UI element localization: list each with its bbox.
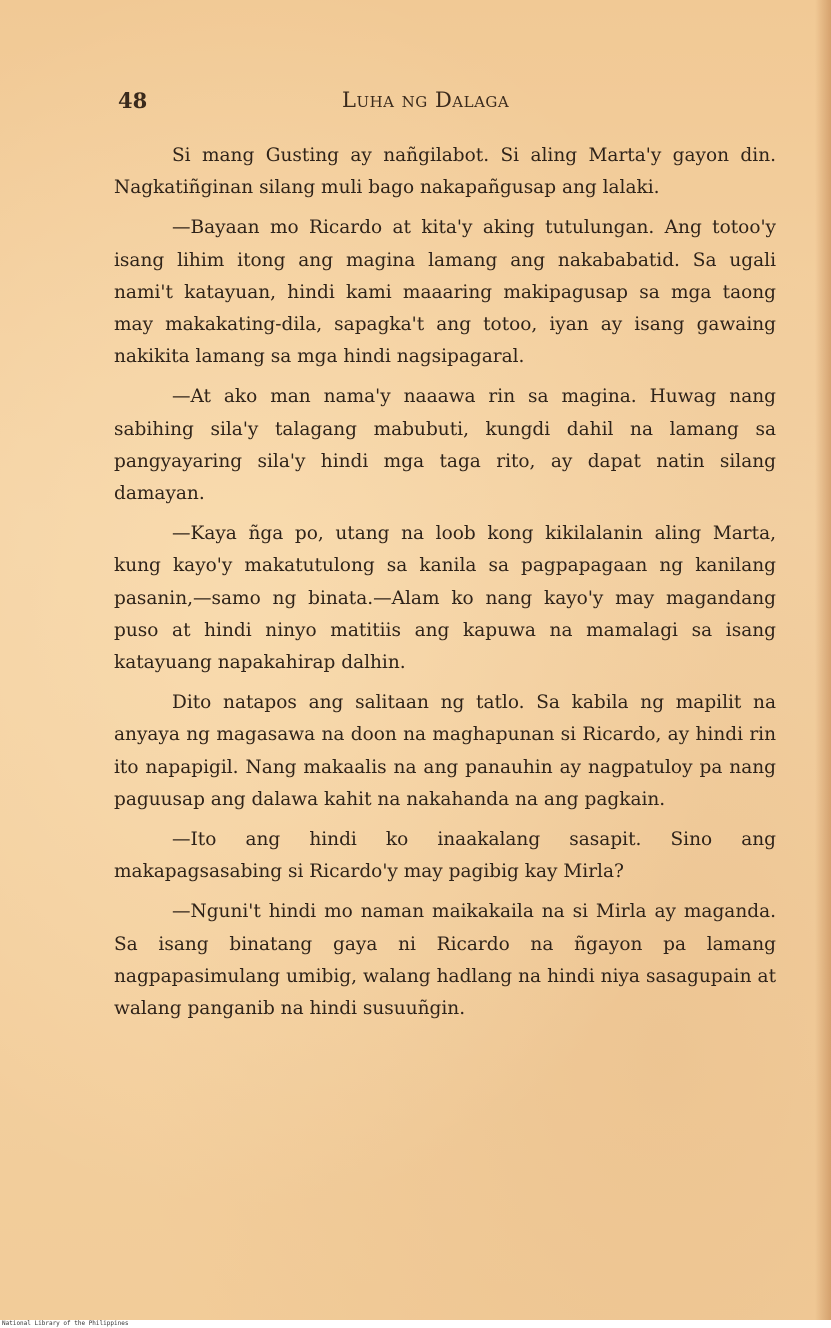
body-text bbox=[114, 140, 776, 1033]
paragraph: —Kaya ñga po, utang na loob kong kikilalanin aling Marta, kung kayo'y makatutulong sa kanila sa pagpapagaan ng kanilang pasanin,—samo ng binata.—Alam ko nang kayo'y may magandang puso at hindi ninyo matitiis ang kapuwa na mamalagi sa isang katayuang napakahirap dalhin. bbox=[114, 523, 776, 674]
page-number: 48 bbox=[118, 88, 148, 113]
paragraph: Si mang Gusting ay nañgilabot. Si aling Marta'y gayon din. Nagkatiñginan silang muli bago nakapañgusap ang lalaki. bbox=[114, 145, 776, 199]
paragraph: Dito natapos ang salitaan ng tatlo. Sa kabila ng mapilit na anyaya ng magasawa na doon na maghapunan si Ricardo, ay hindi rin ito napapigil. Nang makaalis na ang panauhin ay nagpatuloy pa nang paguusap ang dalawa kahit na nakahanda na ang pagkain. bbox=[114, 692, 776, 810]
paragraph: —Ito ang hindi ko inaakalang sasapit. Sino ang makapagsasabing si Ricardo'y may pagibig kay Mirla? bbox=[114, 829, 776, 883]
library-credit: National Library of the Philippines bbox=[2, 1320, 129, 1327]
running-title: Luha ng Dalaga bbox=[342, 88, 510, 112]
page-header bbox=[0, 84, 831, 114]
paragraph: —At ako man nama'y naaawa rin sa magina. Huwag nang sabihing sila'y talagang mabubuti, kungdi dahil na lamang sa pangyayaring sila'y hindi mga taga rito, ay dapat natin silang damayan. bbox=[114, 386, 776, 505]
paragraph: —Bayaan mo Ricardo at kita'y aking tutulungan. Ang totoo'y isang lihim itong ang magina lamang ang nakababatid. Sa ugali nami't katayuan, hindi kami maaaring makipagusap sa mga taong may makakating-dila, sapagka't ang totoo, iyan ay isang gawaing nakikita lamang sa mga hindi nagsipagaral. bbox=[114, 217, 776, 368]
paragraph: —Nguni't hindi mo naman maikakaila na si Mirla ay maganda. Sa isang binatang gaya ni Ricardo na ñgayon pa lamang nagpapasimulang umibig, walang hadlang na hindi niya sasagupain at walang panganib na hindi susuuñgin. bbox=[114, 901, 776, 1020]
page-edge-shadow bbox=[815, 0, 831, 1320]
